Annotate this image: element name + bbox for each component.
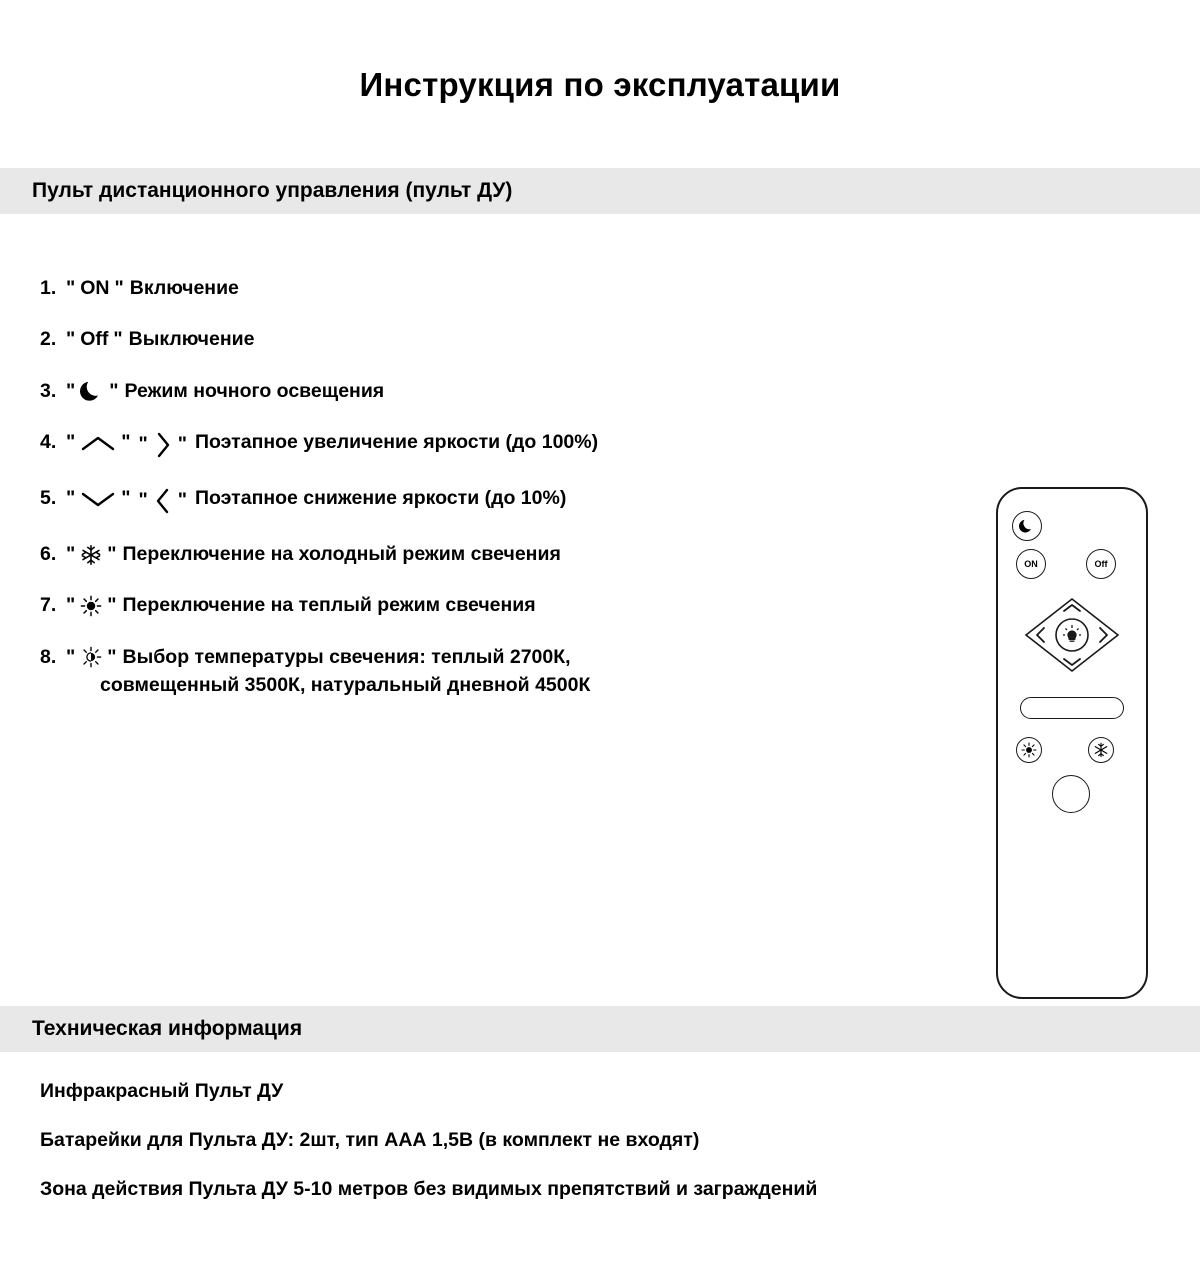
off-label: Off (80, 328, 109, 351)
remote-blank-button[interactable] (1052, 775, 1090, 813)
step-text: Выбор температуры свечения: теплый 2700К, (122, 645, 571, 668)
step-symbol: " " (66, 594, 117, 617)
step-symbol: " " (66, 379, 119, 402)
step-symbol: " " (66, 431, 131, 454)
remote-instructions-block (0, 214, 1200, 914)
step-text: Выключение (128, 328, 255, 351)
page-title: Инструкция по эксплуатации (359, 66, 841, 103)
remote-on-button[interactable]: ON (1016, 549, 1046, 579)
step-text-line2: совмещенный 3500К, натуральный дневной 4500К (100, 674, 591, 697)
list-item (40, 379, 870, 404)
remote-dpad[interactable] (1018, 593, 1126, 677)
step-symbol: " " (66, 543, 117, 566)
remote-bar-button[interactable] (1020, 697, 1124, 719)
step-text: Режим ночного освещения (124, 379, 385, 402)
list-item (40, 276, 870, 301)
step-number: 6. (40, 543, 57, 566)
moon-icon (80, 379, 104, 403)
list-item (40, 645, 870, 670)
step-number: 1. (40, 277, 57, 299)
remote-section-title: Пульт дистанционного управления (пульт ДУ) (32, 179, 513, 202)
step-number: 5. (40, 487, 57, 510)
step-symbol: " " (66, 645, 117, 668)
chevron-right-icon (153, 430, 173, 460)
list-item (40, 486, 870, 516)
tech-info-line: Инфракрасный Пульт ДУ (40, 1080, 284, 1102)
remote-steps-list (40, 276, 870, 723)
step-number: 2. (40, 328, 57, 351)
list-item (40, 430, 870, 460)
sun-icon (80, 595, 102, 617)
snowflake-icon (80, 544, 102, 566)
list-item (40, 327, 870, 352)
step-number: 7. (40, 594, 57, 617)
step-number: 3. (40, 379, 57, 402)
step-symbol: " " (66, 487, 131, 510)
remote-sun-button[interactable] (1016, 737, 1042, 763)
step-symbol: " ON " (66, 276, 124, 301)
remote-moon-button[interactable] (1012, 511, 1042, 541)
tech-info-line: Зона действия Пульта ДУ 5-10 метров без видимых препятствий и заграждений (40, 1178, 818, 1200)
remote-snowflake-button[interactable] (1088, 737, 1114, 763)
step-text: Переключение на холодный режим свечения (122, 543, 561, 566)
step-symbol-2: " " (139, 430, 188, 460)
step-symbol: " Off " (66, 327, 123, 352)
step-number: 4. (40, 431, 57, 454)
remote-control-illustration (996, 487, 1148, 999)
tech-section-title: Техническая информация (32, 1017, 303, 1040)
list-item (40, 593, 870, 618)
chevron-up-icon (80, 433, 116, 453)
step-number: 8. (40, 645, 57, 668)
step-text: Переключение на теплый режим свечения (122, 594, 536, 617)
tech-info-list (40, 1080, 1170, 1227)
half-sun-snow-icon (80, 646, 102, 668)
tech-section-band (0, 1006, 1200, 1052)
list-item (40, 542, 870, 567)
remote-off-button[interactable]: Off (1086, 549, 1116, 579)
step-text: Поэтапное увеличение яркости (до 100%) (195, 431, 599, 454)
step-text: Включение (129, 277, 239, 299)
remote-section-band (0, 168, 1200, 214)
chevron-left-icon (153, 486, 173, 516)
step-symbol-2: " " (139, 486, 188, 516)
tech-info-line: Батарейки для Пульта ДУ: 2шт, тип ААА 1,5В (в комплект не входят) (40, 1129, 700, 1151)
on-label: ON (80, 277, 110, 299)
step-text: Поэтапное снижение яркости (до 10%) (195, 487, 567, 510)
chevron-down-icon (80, 489, 116, 509)
